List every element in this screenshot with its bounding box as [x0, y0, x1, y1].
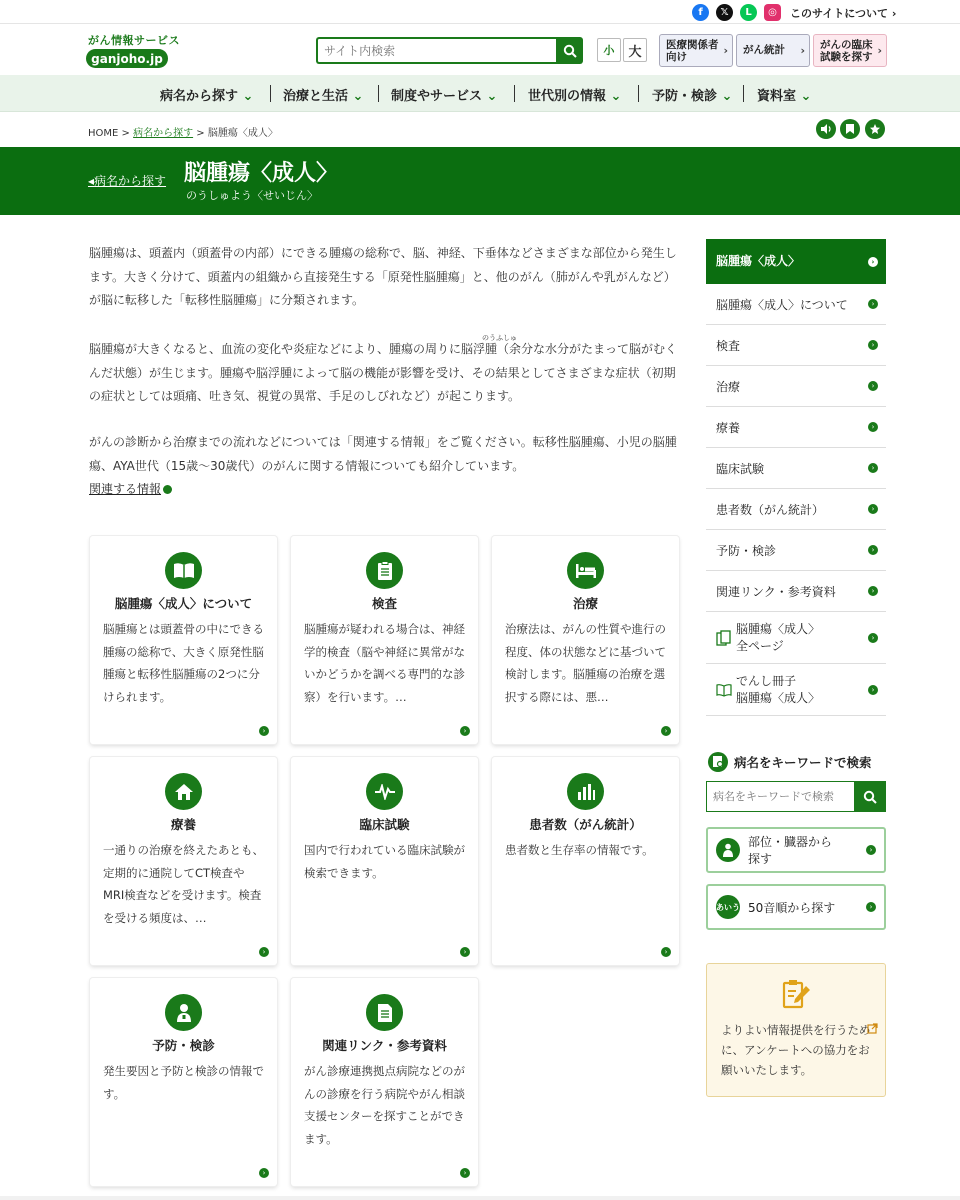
card-about[interactable] — [90, 536, 277, 744]
arrow-circle-icon: › — [259, 1168, 269, 1178]
chevron-down-icon: ⌄ — [721, 89, 733, 104]
ebook-line1: でんし冊子 — [736, 673, 797, 688]
arrow-circle-icon: › — [868, 422, 878, 432]
card-body: 治療法は、がんの性質や進行の程度、体の状態などに基づいて検討します。脳腫瘍の治療を選択する際には、悪… — [505, 622, 666, 704]
arrow-circle-icon: › — [868, 545, 878, 555]
arrow-circle-icon: › — [866, 845, 876, 855]
medical-btn-line1: 医療関係者 — [666, 39, 719, 51]
arrow-circle-icon: › — [868, 463, 878, 473]
search-by-kana-button[interactable] — [706, 884, 886, 930]
nav-divider — [638, 85, 639, 102]
clinical-trial-search-button[interactable] — [813, 34, 887, 67]
intro-paragraph-2: 脳腫瘍が大きくなると、血流の変化や炎症などにより、腫瘍の周りに脳浮腫（余分な水分がたまって脳がむくんだ状態）が生じます。腫瘍や脳浮腫によって脳の機能が影響を受け、その結果としてさまざまな症状（初期の症状としては頭痛、吐き気、視覚の異常、手足のしびれなど）が起こります。 — [89, 342, 678, 403]
stats-btn-label: がん統計 — [743, 44, 785, 56]
survey-text: よりよい情報提供を行うために、アンケートへの協力をお願いいたします。 — [721, 1023, 871, 1077]
social-links — [692, 4, 781, 21]
trial-btn-line1: がんの臨床 — [820, 39, 873, 51]
intro-paragraph-3: がんの診断から治療までの流れなどについては「関連する情報」をご覧ください。転移性脳腫瘍、小児の脳腫瘍、AYA世代（15歳〜30歳代）のがんに関する情報についても紹介しています。 — [89, 435, 677, 473]
card-title: 臨床試験 — [359, 817, 410, 832]
external-link-icon — [867, 1023, 878, 1034]
card-body: 脳腫瘍とは頭蓋骨の中にできる腫瘍の総称で、大きく原発性脳腫瘍と転移性脳腫瘍の2つに分けられます。 — [103, 622, 264, 704]
arrow-circle-icon: › — [259, 726, 269, 736]
arrow-circle-icon: › — [868, 257, 878, 267]
nav-item-generation[interactable]: 世代別の情報 ⌄ — [528, 89, 622, 104]
ebook-line2: 脳腫瘍〈成人〉 — [736, 690, 821, 705]
arrow-circle-icon: › — [259, 947, 269, 957]
font-size-small-button[interactable]: 小 — [597, 38, 621, 62]
card-title: 患者数（がん統計） — [529, 817, 642, 832]
arrow-circle-icon: › — [661, 947, 671, 957]
card-body: 発生要因と予防と検診の情報です。 — [103, 1064, 264, 1101]
doctor-icon — [165, 994, 202, 1031]
chevron-right-icon: › — [891, 7, 897, 20]
nav-item-prevention[interactable]: 予防・検診 ⌄ — [652, 89, 733, 104]
sidebar-item-related-links[interactable]: 関連リンク・参考資料 › — [706, 571, 886, 612]
kana-icon: あいう — [716, 895, 740, 919]
sidebar-item-overview[interactable]: 脳腫瘍〈成人〉 › — [706, 239, 886, 284]
about-site-link[interactable]: このサイトについて › — [790, 7, 897, 20]
card-related-links[interactable] — [291, 978, 478, 1186]
intro-paragraph-1: 脳腫瘍は、頭蓋内（頭蓋骨の内部）にできる腫瘍の総称で、脳、神経、下垂体などさまざまな部位から発生します。大きく分けて、頭蓋内の組織から直接発生する「原発性脳腫瘍」と、他のがん（肺がんや乳がんなど）が脳に転移した「転移性脳腫瘍」に分類されます。 — [89, 246, 677, 307]
chevron-down-icon: ⌄ — [610, 89, 622, 104]
sidebar-item-about[interactable]: 脳腫瘍〈成人〉について › — [706, 284, 886, 325]
chevron-down-icon: ⌄ — [486, 89, 498, 104]
open-book-icon — [716, 683, 732, 697]
sidebar-item-ebook[interactable] — [706, 664, 886, 716]
arrow-circle-icon: › — [868, 586, 878, 596]
card-title: 検査 — [371, 596, 397, 611]
breadcrumb — [88, 124, 278, 139]
bookmark-icon[interactable] — [840, 119, 860, 139]
card-prevention[interactable] — [90, 978, 277, 1186]
related-info-link[interactable]: 関連する情報 — [89, 480, 172, 497]
card-title: 療養 — [170, 817, 196, 832]
chevron-down-icon: ⌄ — [800, 89, 812, 104]
card-title: 治療 — [572, 596, 598, 611]
sidebar-item-all-pages[interactable] — [706, 612, 886, 664]
card-title: 予防・検診 — [152, 1038, 215, 1053]
chevron-down-icon: ⌄ — [242, 89, 254, 104]
site-search-button[interactable] — [556, 37, 583, 64]
arrow-circle-icon: › — [661, 726, 671, 736]
bed-icon — [567, 552, 604, 589]
nav-divider — [514, 85, 515, 102]
font-size-large-button[interactable]: 大 — [623, 38, 647, 62]
search-icon — [563, 44, 577, 58]
keyword-search-button[interactable] — [854, 781, 886, 812]
search-icon — [863, 790, 877, 804]
card-treatment[interactable] — [492, 536, 679, 744]
sidebar-item-prevention[interactable]: 予防・検診 › — [706, 530, 886, 571]
furigana: のうふしゅ — [482, 334, 517, 342]
organ-icon — [716, 838, 740, 862]
nav-item-services[interactable]: 制度やサービス ⌄ — [391, 89, 498, 104]
site-search-input[interactable] — [316, 37, 558, 64]
keyword-search-icon — [707, 751, 729, 773]
house-icon — [165, 773, 202, 810]
facebook-icon[interactable]: f — [692, 4, 709, 21]
all-pages-line2: 全ページ — [736, 638, 784, 653]
keyword-search-input[interactable] — [706, 781, 856, 812]
all-pages-line1: 脳腫瘍〈成人〉 — [736, 621, 821, 636]
card-body: 患者数と生存率の情報です。 — [505, 843, 654, 857]
card-recuperation[interactable] — [90, 757, 277, 965]
arrow-circle-icon: › — [868, 381, 878, 391]
back-to-disease-link[interactable]: ◂病名から探す — [88, 174, 167, 188]
chevron-right-icon: › — [877, 44, 882, 57]
nav-divider — [270, 85, 271, 102]
nav-divider — [743, 85, 744, 102]
page-bottom-edge — [0, 1196, 960, 1200]
sidebar-item-statistics[interactable]: 患者数（がん統計） › — [706, 489, 886, 530]
search-by-organ-button[interactable] — [706, 827, 886, 873]
card-body: 脳腫瘍が疑われる場合は、神経学的検査（脳や神経に異常がないかどうかを調べる専門的な診察）を行います。… — [304, 622, 465, 704]
arrow-circle-icon: › — [868, 504, 878, 514]
arrow-circle-icon: › — [460, 726, 470, 736]
page-title-reading: のうしゅよう〈せいじん〉 — [186, 189, 318, 202]
nav-item-disease[interactable]: 病名から探す ⌄ — [160, 89, 254, 104]
medical-btn-line2: 向け — [666, 51, 687, 63]
organ-line1: 部位・臓器から — [748, 835, 833, 849]
favorite-star-icon[interactable] — [865, 119, 885, 139]
speaker-icon[interactable] — [816, 119, 836, 139]
card-body: 国内で行われている臨床試験が検索できます。 — [304, 843, 465, 880]
chevron-right-icon: › — [800, 44, 805, 57]
arrow-circle-icon: › — [460, 947, 470, 957]
clipboard-icon — [366, 552, 403, 589]
sidebar-item-clinical-trial[interactable]: 臨床試験 › — [706, 448, 886, 489]
breadcrumb-sep: > — [121, 128, 134, 139]
page-title-banner — [0, 147, 960, 215]
card-title: 関連リンク・参考資料 — [322, 1038, 447, 1053]
nav-item-library[interactable]: 資料室 ⌄ — [757, 89, 812, 104]
global-nav — [0, 75, 960, 112]
arrow-circle-icon: › — [868, 685, 878, 695]
arrow-circle-icon — [163, 485, 172, 494]
bar-chart-icon — [567, 773, 604, 810]
pulse-icon — [366, 773, 403, 810]
kana-label: 50音順から探す — [748, 901, 836, 915]
top-utility-bar — [0, 0, 960, 24]
arrow-circle-icon: › — [868, 340, 878, 350]
arrow-circle-icon: › — [868, 633, 878, 643]
nav-item-treatment-life[interactable]: 治療と生活 ⌄ — [283, 89, 364, 104]
survey-banner[interactable] — [706, 963, 886, 1097]
sidebar-item-exam[interactable]: 検査 › — [706, 325, 886, 366]
breadcrumb-home[interactable]: HOME — [88, 128, 119, 139]
card-statistics[interactable] — [492, 757, 679, 965]
cancer-stats-button[interactable] — [736, 34, 810, 67]
card-title: 脳腫瘍〈成人〉について — [114, 596, 253, 611]
chevron-right-icon: › — [723, 44, 728, 57]
breadcrumb-current: 脳腫瘍〈成人〉 — [207, 128, 278, 139]
arrow-circle-icon: › — [868, 299, 878, 309]
logo-title[interactable]: がん情報サービス — [88, 34, 180, 47]
breadcrumb-sep: > — [196, 128, 208, 139]
arrow-circle-icon: › — [460, 1168, 470, 1178]
sidebar-item-treatment[interactable]: 治療 › — [706, 366, 886, 407]
line-icon[interactable]: L — [740, 4, 757, 21]
medical-professional-button[interactable] — [659, 34, 733, 67]
sidebar-item-recuperation[interactable]: 療養 › — [706, 407, 886, 448]
breadcrumb-parent[interactable]: 病名から探す — [133, 128, 194, 139]
card-exam[interactable] — [291, 536, 478, 744]
card-clinical-trial[interactable] — [291, 757, 478, 965]
copy-pages-icon — [716, 630, 732, 646]
x-icon[interactable]: 𝕏 — [716, 4, 733, 21]
logo-domain[interactable]: ganjoho.jp — [86, 49, 168, 68]
card-body: がん診療連携拠点病院などのがんの診療を行う病院やがん相談支援センターを探すことができます。 — [304, 1064, 465, 1146]
page-title: 脳腫瘍〈成人〉 — [184, 161, 339, 186]
arrow-circle-icon: › — [866, 902, 876, 912]
organ-line2: 探す — [748, 852, 773, 866]
survey-pencil-icon — [780, 978, 812, 1010]
keyword-search-title: 病名をキーワードで検索 — [734, 755, 872, 770]
chevron-down-icon: ⌄ — [352, 89, 364, 104]
card-body: 一通りの治療を終えたあとも、定期的に通院してCT検査やMRI検査などを受けます。検査を受ける頻度は、… — [103, 843, 264, 925]
trial-btn-line2: 試験を探す — [820, 51, 873, 63]
chevron-left-icon: ◂ — [88, 174, 95, 188]
document-icon — [366, 994, 403, 1031]
instagram-icon[interactable]: ◎ — [764, 4, 781, 21]
book-icon — [165, 552, 202, 589]
nav-divider — [378, 85, 379, 102]
